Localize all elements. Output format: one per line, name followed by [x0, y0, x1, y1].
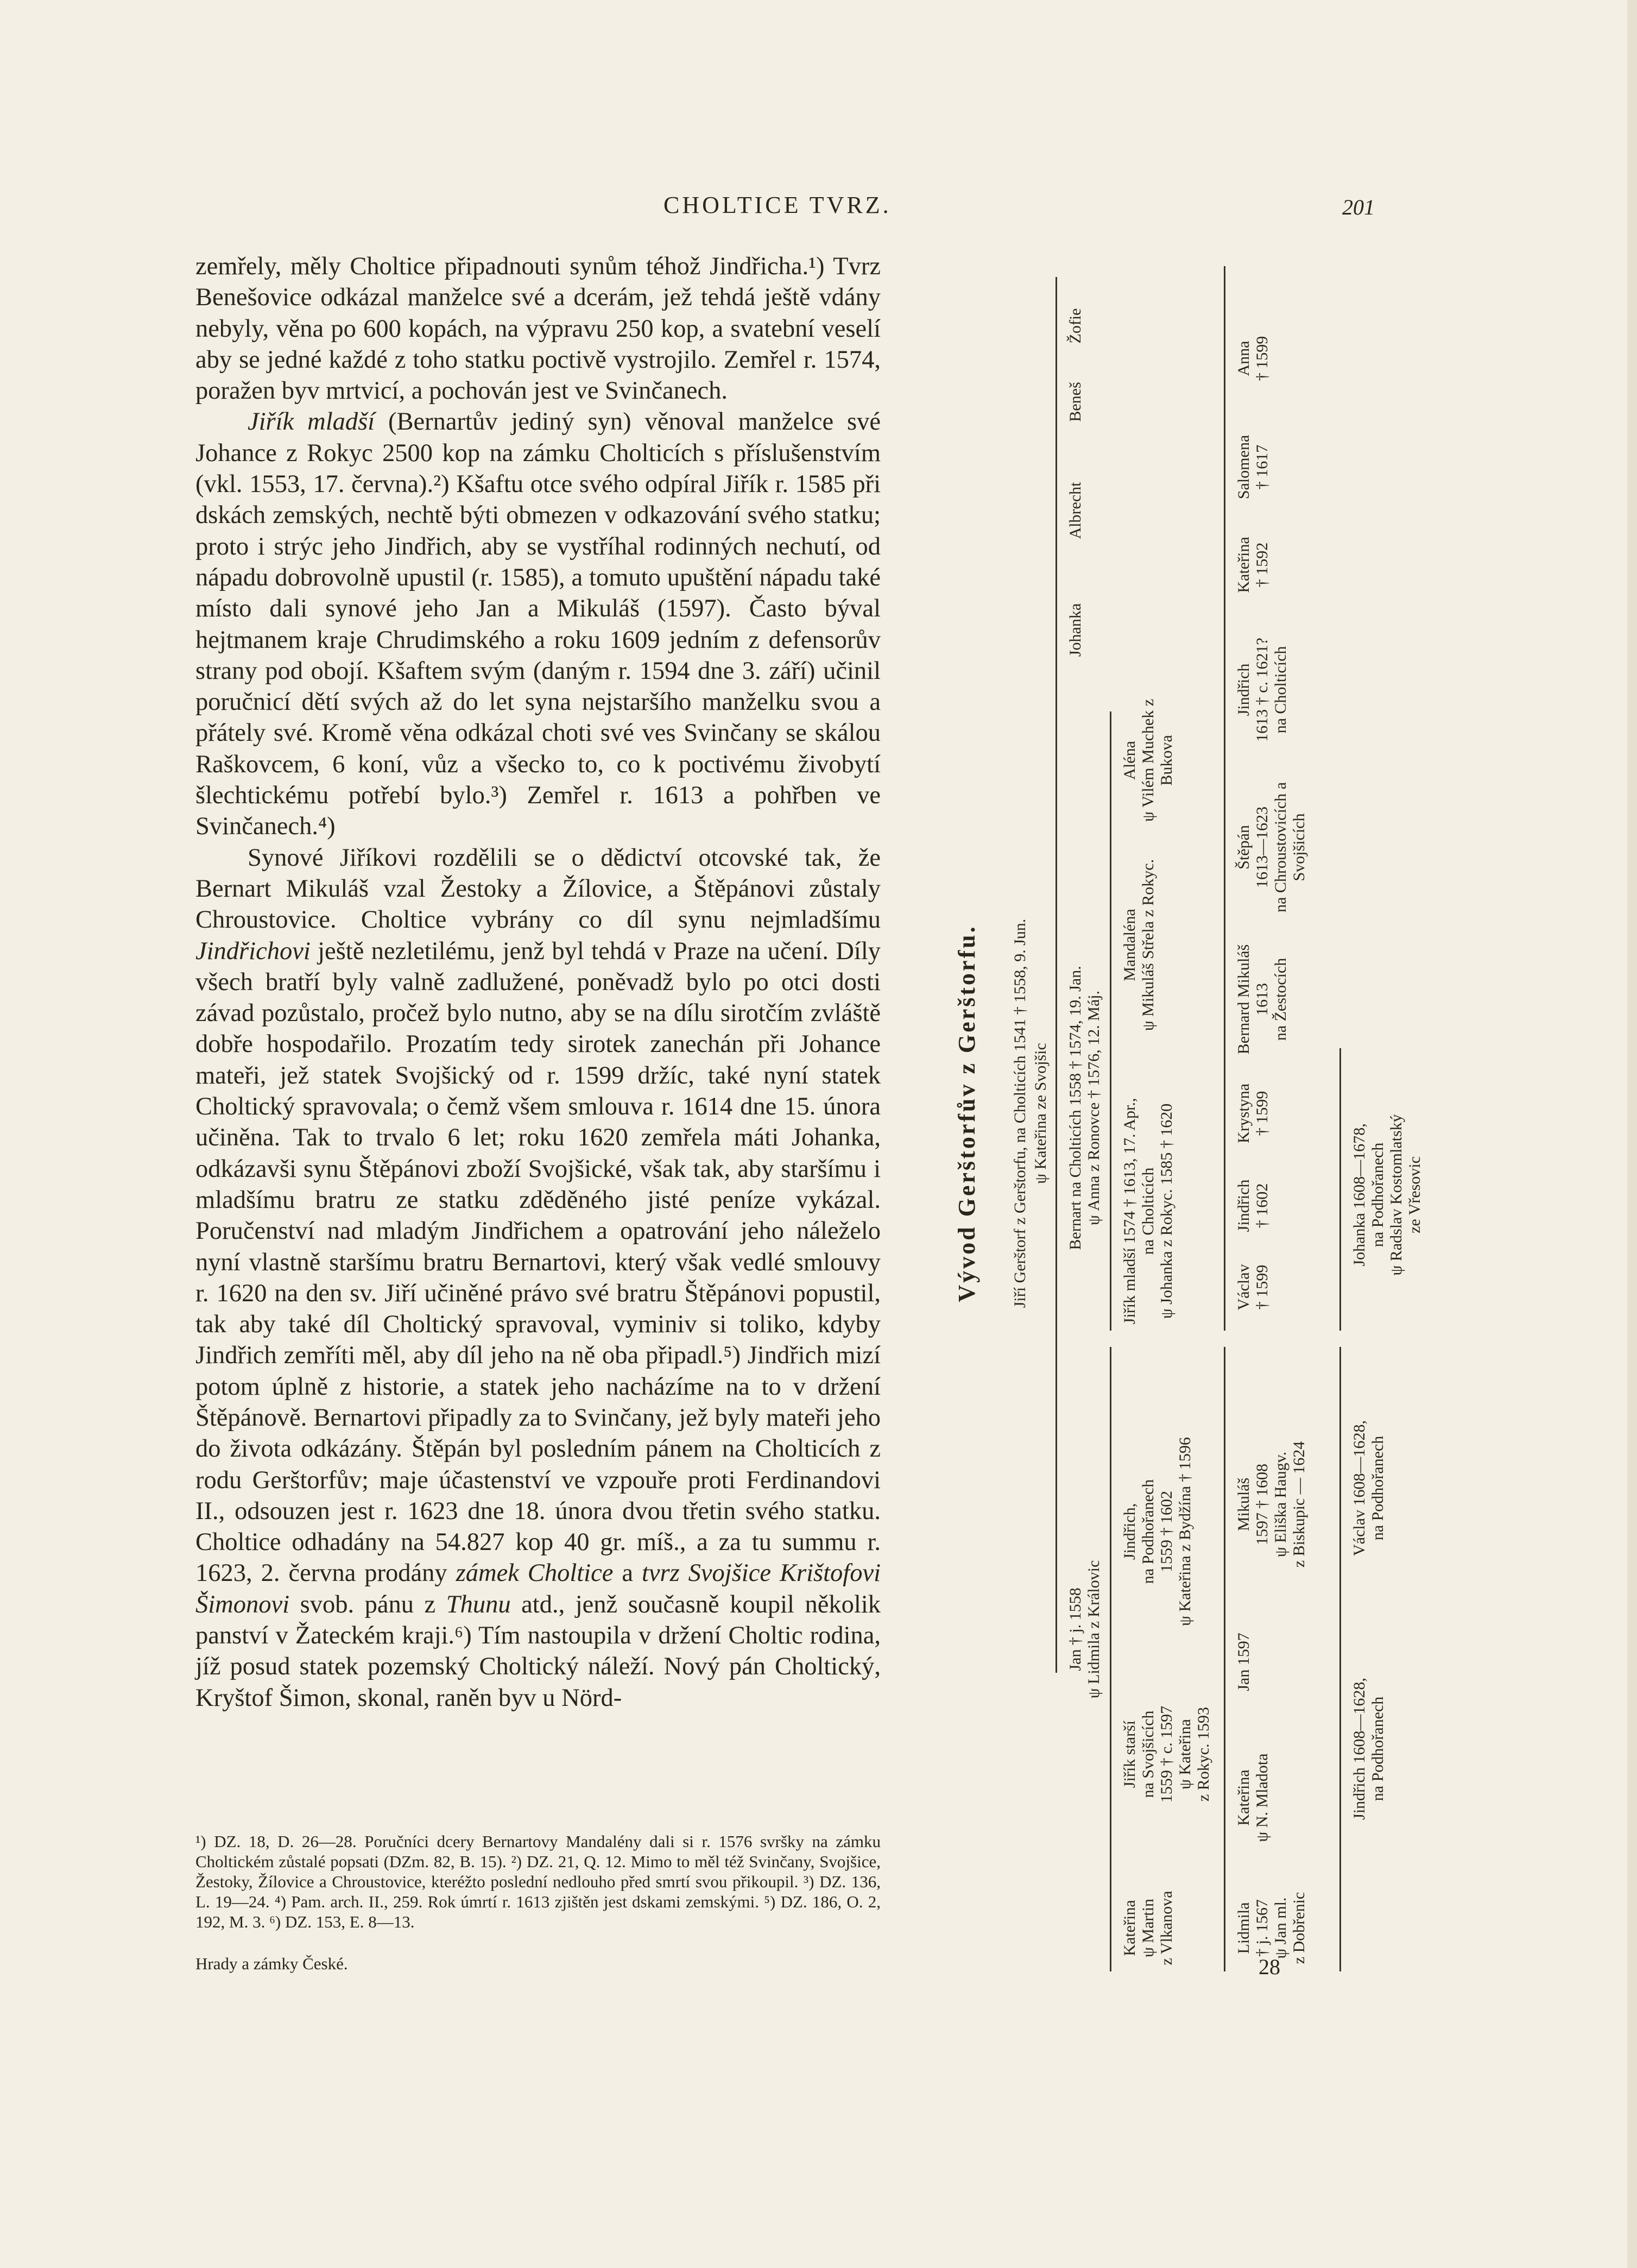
paragraph-1: zemřely, měly Choltice připadnouti synům téhož Jindřicha.¹) Tvrz Benešovice odkázal manželce své a dcerám, jež tehdá ještě vdány nebyly, věna po 600 kopách, na výpravu 250 kop, a svatební veselí aby se jedné každé z toho statku poctivě vystrojilo. Zemřel r. 1574, poražen byv mrtvicí, a pochován jest ve Svinčanech.	[195, 253, 881, 405]
gen3-bracket-bernart	[1110, 711, 1111, 1331]
running-title: CHOLTICE TVRZ.	[663, 192, 892, 218]
gen4-bracket-jindrich	[1224, 1347, 1225, 1971]
paragraph-3-text-a: Synové Jiříkovi rozdělili se o dědictví otcovské tak, že Bernart Mikuláš vzal Žestoky a Žílovice, a Štěpánovi zůstaly Chroustovice. Choltice vybrány co díl synu nejmladšímu	[195, 843, 881, 934]
genealogy-root: Jiří Gerštorf z Gerštorfu, na Cholticích 1541 † 1558, 9. Jun.	[1011, 918, 1029, 1308]
paragraph-3-text-d	[771, 1559, 780, 1587]
gen3-person: Kateřina ψ Martin z Vlkanova	[1121, 1891, 1175, 1965]
gen3-person: Jiřík starší na Svojšicích 1559 † c. 1597 ψ Kateřina z Rokyc. 1593	[1121, 1705, 1212, 1803]
gen4-person: Kateřina † 1592	[1235, 537, 1271, 593]
page-edge	[1627, 0, 1637, 2268]
gen4-person: Václav † 1599	[1235, 1264, 1271, 1311]
body-text	[195, 251, 881, 1713]
gen4-person: Anna † 1599	[1235, 336, 1271, 381]
genealogy-tree	[913, 261, 1424, 1977]
paragraph-2	[195, 406, 881, 842]
gen2-person: Bernart na Cholticích 1558 † 1574, 19. Jan. ψ Anna z Ronovce † 1576, 12. Máj.	[1066, 966, 1103, 1250]
signature-mark: Hrady a zámky České.	[195, 1954, 348, 1973]
person-name: Jiřík mladší	[248, 408, 375, 436]
gen3-person: Aléna ψ Vilém Muchek z Bukova	[1121, 698, 1175, 822]
gen4-person: Jindřich 1613 † c. 1621? na Cholticích	[1235, 638, 1290, 742]
sheet-number: 28	[1259, 1955, 1280, 1979]
gen3-person: Jindřich, na Podhořanech 1559 † 1602 ψ Kateřina z Bydžína † 1596	[1121, 1437, 1194, 1626]
gen5-person: Václav 1608—1628, na Podhořanech	[1350, 1420, 1387, 1556]
gen2-person: Johanka	[1066, 603, 1084, 657]
gen4-person: Jindřich † 1602	[1235, 1179, 1271, 1232]
gen3-person: Mandaléna ψ Mikuláš Střela z Rokyc.	[1121, 859, 1157, 1031]
gen4-bracket-jirik	[1224, 266, 1225, 1331]
genealogy-root-wife: ψ Kateřina ze Svojšic	[1032, 1043, 1050, 1184]
gen5-bracket-mikulas	[1339, 1347, 1341, 1971]
gen4-person: Mikuláš 1597 † 1608 ψ Eliška Haugv. z Biskupic — 1624	[1235, 1441, 1308, 1568]
person-name: Jindřichovi	[195, 937, 311, 965]
gen2-bracket	[1055, 277, 1057, 1673]
gen2-person: Beneš	[1066, 382, 1084, 422]
gen2-person: Albrecht	[1066, 482, 1084, 539]
gen4-person: Bernard Mikuláš 1613 na Žestocích	[1235, 944, 1290, 1055]
genealogy-table	[913, 261, 1424, 1977]
gen4-person: Štěpán 1613—1623 na Chroustovicích a Svojšicích	[1235, 782, 1308, 912]
page-number: 201	[1342, 195, 1375, 219]
paragraph-3	[195, 842, 881, 1713]
gen2-person: Žofie	[1066, 308, 1084, 344]
genealogy-title: Vývod Gerštorfův z Gerštorfu.	[953, 924, 980, 1302]
gen4-person: Krystyna † 1599	[1235, 1083, 1271, 1143]
footnotes	[195, 1831, 881, 1932]
gen4-person: Jan 1597	[1235, 1633, 1253, 1691]
gen5-person: Jindřich 1608—1628, na Podhořanech	[1350, 1678, 1387, 1820]
gen5-bracket-bernart	[1339, 1048, 1341, 1331]
place-name: Thunu	[446, 1590, 511, 1618]
gen5-person: Johanka 1608—1678, na Podhořanech ψ Radslav Kostomlatský ze Vřesovic	[1350, 1114, 1424, 1276]
estate-name: tvrz Svojšice	[641, 1559, 772, 1587]
gen4-person: Kateřina ψ N. Mladota	[1235, 1753, 1271, 1842]
paragraph-3-text-f: atd., jenž současně koupil několik panství v Žateckém kraji.⁶) Tím nastoupila v držení Choltic rodina, jíž posud statek pozemský Choltický náleží. Nový pán Choltický, Kryštof Šimon, skonal, raněn byv u Nörd-	[195, 1590, 881, 1712]
paragraph-3-text-b: ještě nezletilému, jenž byl tehdá v Praze na učení. Díly všech bratří byly valně zadlužené, poněvadž bylo po otci dosti závad pozůstalo, pročež bylo nutno, aby se na dílu sirotčím zvláště dobře hospodařilo. Prozatím tedy sirotek zanechán při Johance mateři, jež statek Svojšický od r. 1599 držíc, také nyní statek Choltický spravovala; o čemž všem smlouva r. 1614 dne 15. února učiněna. Tak to trvalo 6 let; roku 1620 zemřela máti Johanka, odkázavši synu Štěpánovi zboží Svojšické, však tak, aby staršímu i mladšímu bratru ze statku zděděného jisté peníze vykázal. Poručenství nad mladým Jindřichem a opatrování jeho náleželo nyní vlastně staršímu bratru Bernartovi, který však vedlé smlouvy r. 1620 na den sv. Jiří učiněné právo své bratru Štěpánovi popustil, tak aby také díl Choltický spravoval, vyminiv si toliko, kdyby Jindřich zemříti měl, aby díl jeho na ně oba připadl.⁵) Jindřich mizí potom úplně z historie, a statek jeho nacházíme na to v držení Štěpánově. Bernartovi připadly za to Svinčany, jež byly mateři jeho do života odkázány. Štěpán byl posledním pánem na Cholticích z rodu Gerštorfův; maje účastenství ve vzpouře proti Ferdinandovi II., odsouzen jest r. 1623 dne 18. února dvou třetin svého statku. Choltice odhadány na 54.827 kop 40 gr. míš., a za tu summu r. 1623, 2. června prodány	[195, 937, 881, 1587]
gen3-bracket-jan	[1110, 1347, 1111, 1971]
gen3-person: Jiřík mladší 1574 † 1613, 17. Apr., na Cholticích ψ Johanka z Rokyc. 1585 † 1620	[1121, 1098, 1175, 1325]
paragraph-3-text-c: a	[613, 1559, 642, 1587]
paragraph-3-text-e: svob. pánu z	[289, 1590, 446, 1618]
footnotes-text: ¹) DZ. 18, D. 26—28. Poručníci dcery Bernartovy Mandalény dali si r. 1576 svršky na zámku Choltickém zůstalé popsati (DZm. 82, B. 15). ²) DZ. 21, Q. 12. Mimo to měl též Svinčany, Svojšice, Žestoky, Žílovice a Chroustovice, kteréžto poslední nedlouho před smrtí svou přikoupil. ³) DZ. 136, L. 19—24. ⁴) Pam. arch. II., 259. Rok úmrtí r. 1613 zjištěn jest dskami zemskými. ⁵) DZ. 186, O. 2, 192, M. 3. ⁶) DZ. 153, E. 8—13.	[195, 1832, 881, 1931]
person-name: Krištofovi Šimonovi	[195, 1559, 881, 1618]
estate-name: zámek Choltice	[456, 1559, 614, 1587]
gen4-person: Salomena † 1617	[1235, 434, 1271, 500]
gen2-person: Jan † j. 1558 ψ Lidmila z Královic	[1066, 1560, 1103, 1699]
paragraph-2-text: (Bernartův jediný syn) věnoval manželce své Johance z Rokyc 2500 kop na zámku Cholticích s příslušenstvím (vkl. 1553, 17. června).²) Kšaftu otce svého odpíral Jiřík r. 1585 při dskách zemských, nechtě býti obmezen v odkazování svého statku; proto i strýc jeho Jindřich, aby se vystříhal rodinných nechutí, od nápadu dobrovolně upustil (r. 1585), a tomuto upuštění nápadu také místo dali synové jeho Jan a Mikuláš (1597). Často býval hejtmanem kraje Chrudimského a roku 1609 jedním z defensorův strany pod obojí. Kšaftem svým (daným r. 1594 dne 3. září) učinil poručnicí dětí svých až do let syna nejstaršího manželku svou a přátely své. Kromě věna odkázal choti své ves Svinčany se skálou Raškovcem, 6 koní, vůz a všecko to, co k poctivému živobytí šlechtickému potřebí bylo.³) Zemřel r. 1613 a pohřben ve Svinčanech.⁴)	[195, 408, 881, 841]
gen4-person: Lidmila † j. 1567 ψ Jan ml. z Dobřenic	[1235, 1892, 1308, 1964]
